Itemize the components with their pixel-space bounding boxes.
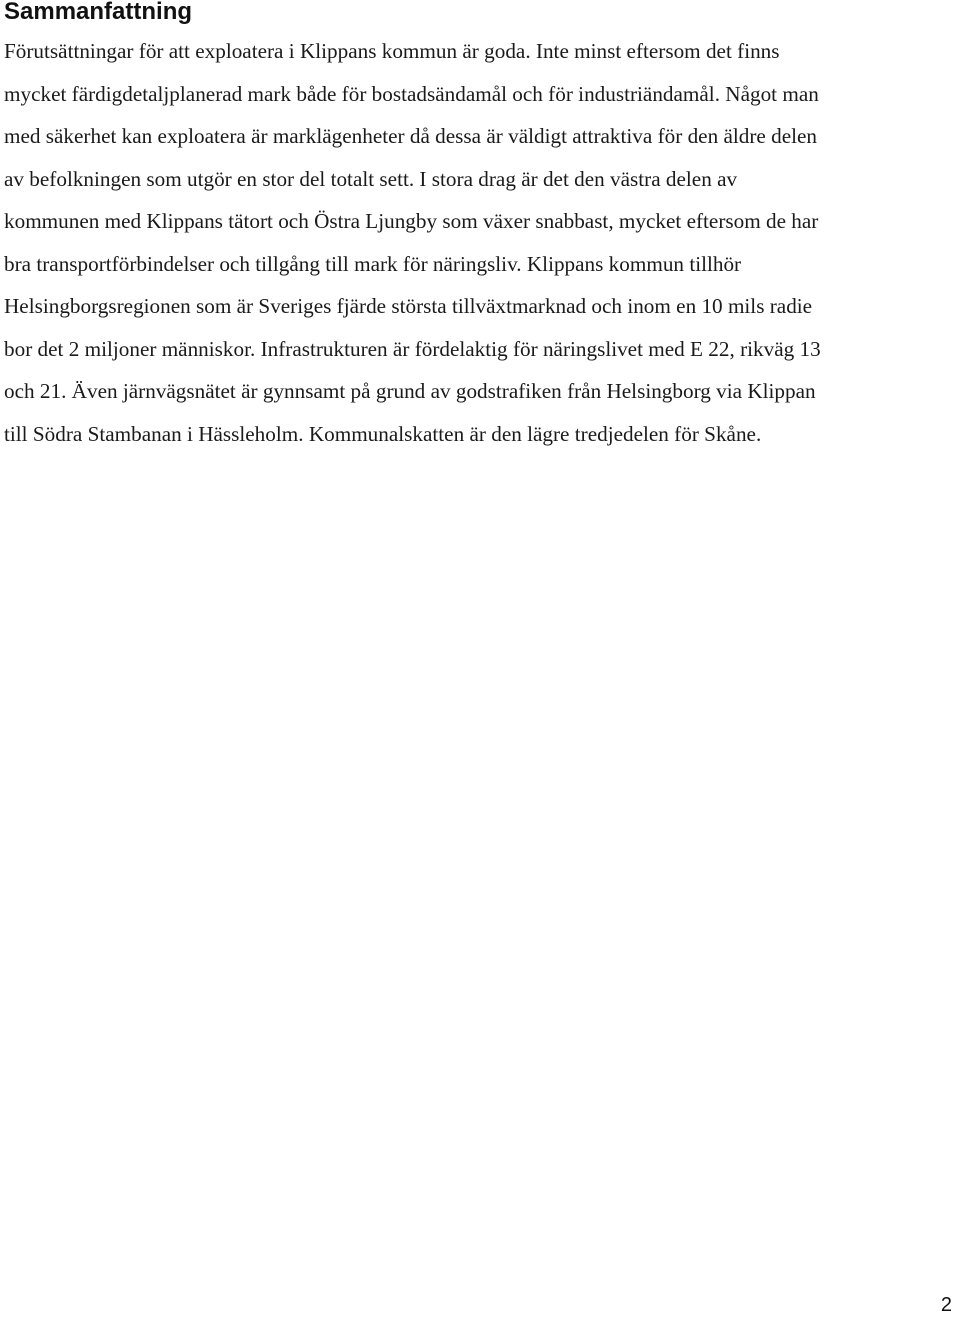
paragraph-line: Helsingborgsregionen som är Sveriges fjärde största tillväxtmarknad och inom en 10 mils radie	[4, 294, 813, 318]
page-number: 2	[940, 1294, 952, 1316]
paragraph-line: till Södra Stambanan i Hässleholm. Kommunalskatten är den lägre tredjedelen för Skåne.	[4, 421, 762, 446]
paragraph-line: och 21. Även järnvägsnätet är gynnsamt på grund av godstrafiken från Helsingborg via Klippan	[4, 379, 816, 403]
paragraph-line: Förutsättningar för att exploatera i Klippans kommun är goda. Inte minst eftersom det finns	[4, 39, 780, 63]
summary-paragraph	[4, 30, 954, 455]
paragraph-line: med säkerhet kan exploatera är marklägenheter då dessa är väldigt attraktiva för den äldre delen	[4, 124, 817, 148]
paragraph-line: bor det 2 miljoner människor. Infrastrukturen är fördelaktig för näringslivet med E 22, rikväg 13	[4, 336, 821, 361]
section-heading: Sammanfattning	[4, 0, 193, 25]
paragraph-line: bra transportförbindelser och tillgång till mark för näringsliv. Klippans kommun tillhör	[4, 251, 742, 276]
paragraph-line: av befolkningen som utgör en stor del totalt sett. I stora drag är det den västra delen av	[4, 166, 738, 191]
paragraph-line: kommunen med Klippans tätort och Östra Ljungby som växer snabbast, mycket eftersom de har	[4, 209, 819, 233]
paragraph-line: mycket färdigdetaljplanerad mark både för bostadsändamål och för industriändamål. Något man	[4, 81, 819, 106]
